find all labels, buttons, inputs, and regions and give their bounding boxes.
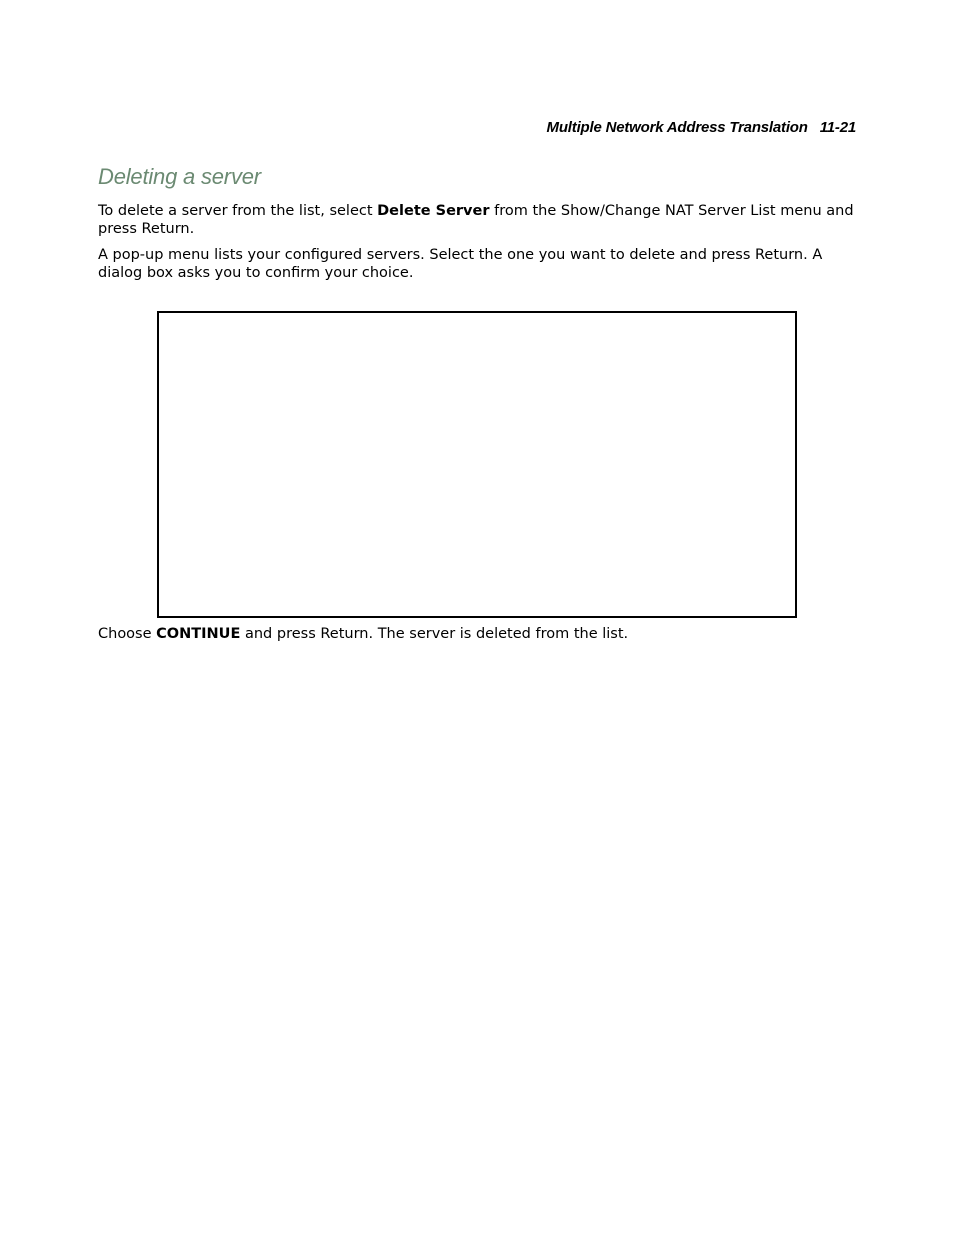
section-heading: Deleting a server xyxy=(98,164,261,189)
screenshot-frame xyxy=(157,311,797,618)
paragraph-continue xyxy=(98,625,856,643)
page-number: 11-21 xyxy=(819,119,856,136)
delete-server-term: Delete Server xyxy=(377,203,490,219)
paragraph3-text-before: Choose xyxy=(98,626,157,642)
paragraph-popup-menu xyxy=(98,246,856,282)
continue-term: CONTINUE xyxy=(156,626,241,642)
header-title: Multiple Network Address Translation xyxy=(546,119,808,136)
paragraph1-text-after: from the Show/Change NAT Server List menu and press Return. xyxy=(98,203,854,237)
paragraph1-text-before: To delete a server from the list, select xyxy=(98,203,378,219)
paragraph2-text: A pop-up menu lists your configured servers. Select the one you want to delete and press Return. A dialog box asks you to confirm your choice. xyxy=(98,247,823,281)
paragraph3-text-after: and press Return. The server is deleted from the list. xyxy=(240,626,629,642)
paragraph-delete-server xyxy=(98,202,856,238)
running-header xyxy=(547,119,856,136)
